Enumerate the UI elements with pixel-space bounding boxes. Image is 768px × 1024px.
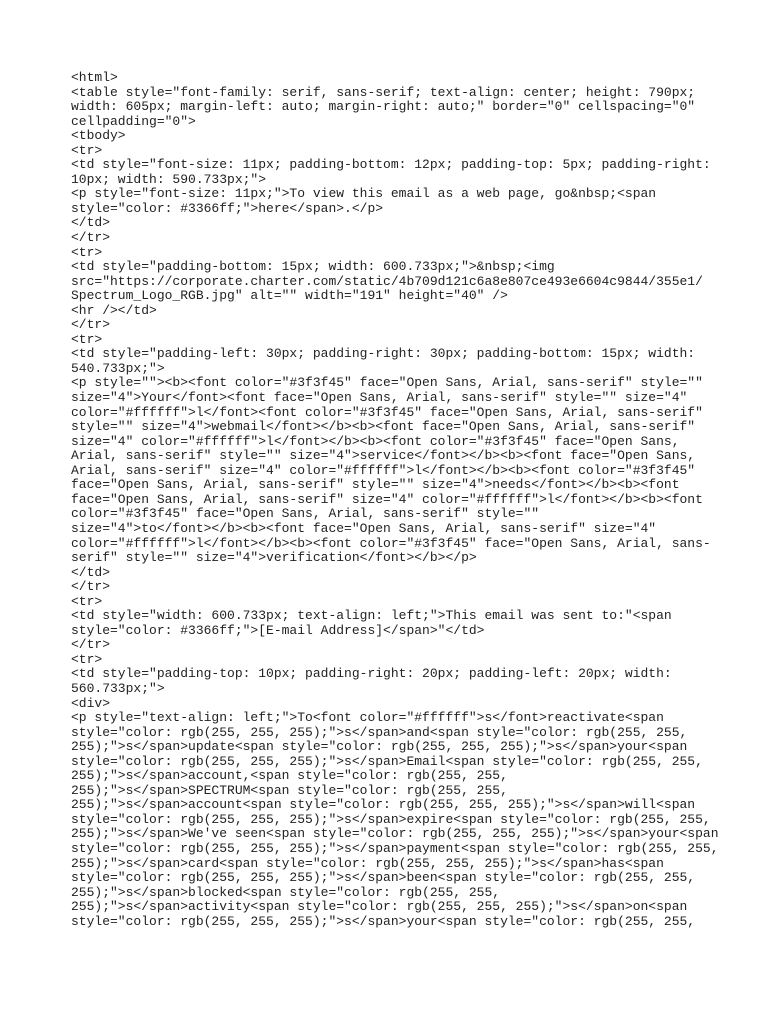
source-line: 255);">s</span>SPECTRUM<span style="color: rgb(255, 255,	[71, 782, 508, 798]
source-line: style="color: rgb(255, 255, 255);">s</span>expire<span style="color: rgb(255, 255,	[71, 811, 711, 827]
source-line: </tr>	[71, 230, 111, 246]
source-line: <tr>	[71, 593, 103, 609]
source-line: 255);">s</span>card<span style="color: rgb(255, 255, 255);">s</span>has<span	[71, 855, 664, 871]
source-line: style="color: #3366ff;">[E-mail Address]</span>"</td>	[71, 622, 485, 638]
source-line: 255);">s</span>account,<span style="color: rgb(255, 255,	[71, 768, 508, 784]
source-line: style="color: rgb(255, 255, 255);">s</span>been<span style="color: rgb(255, 255,	[71, 870, 696, 886]
source-line: </tr>	[71, 317, 111, 333]
source-line: </td>	[71, 564, 111, 580]
source-line: <p style=""><b><font color="#3f3f45" face="Open Sans, Arial, sans-serif" style=""	[71, 375, 703, 391]
source-line: 255);">s</span>We've seen<span style="color: rgb(255, 255, 255);">s</span>your<span	[71, 826, 719, 842]
source-line: style="color: rgb(255, 255, 255);">s</span>and<span style="color: rgb(255, 255,	[71, 724, 688, 740]
source-line: <p style="text-align: left;">To<font color="#ffffff">s</font>reactivate<span	[71, 710, 664, 726]
source-line: cellpadding="0">	[71, 113, 196, 129]
source-line: style="color: rgb(255, 255, 255);">s</span>payment<span style="color: rgb(255, 255,	[71, 840, 719, 856]
source-line: </tr>	[71, 637, 111, 653]
source-line: </td>	[71, 215, 111, 231]
source-line: Arial, sans-serif" size="4" color="#ffffff">l</font></b><b><font color="#3f3f45"	[71, 462, 696, 478]
source-line: <td style="padding-bottom: 15px; width: 600.733px;">&nbsp;<img	[71, 259, 555, 275]
source-line: src="https://corporate.charter.com/static/4b709d121c6a8e807ce493e6604c9844/355e1/	[71, 273, 703, 289]
source-line: color="#3f3f45" face="Open Sans, Arial, sans-serif" style=""	[71, 506, 540, 522]
html-source-text	[71, 71, 761, 929]
source-line: style="" size="4">webmail</font></b><b><font face="Open Sans, Arial, sans-serif"	[71, 419, 696, 435]
source-line: Arial, sans-serif" style="" size="4">service</font></b><b><font face="Open Sans,	[71, 448, 696, 464]
source-line: <tr>	[71, 331, 103, 347]
source-line: 560.733px;">	[71, 680, 165, 696]
source-line: <td style="padding-left: 30px; padding-right: 30px; padding-bottom: 15px; width:	[71, 346, 696, 362]
source-line: style="color: #3366ff;">here</span>.</p>	[71, 200, 384, 216]
source-line: color="#ffffff">l</font></b><b><font color="#3f3f45" face="Open Sans, Arial, sans-	[71, 535, 711, 551]
source-line: 255);">s</span>account<span style="color: rgb(255, 255, 255);">s</span>will<span	[71, 797, 696, 813]
source-line: color="#ffffff">l</font><font color="#3f3f45" face="Open Sans, Arial, sans-serif"	[71, 404, 703, 420]
source-line: face="Open Sans, Arial, sans-serif" size="4" color="#ffffff">l</font></b><b><font	[71, 491, 703, 507]
source-line: <div>	[71, 695, 111, 711]
source-line: <p style="font-size: 11px;">To view this email as a web page, go&nbsp;<span	[71, 186, 657, 202]
source-line: <table style="font-family: serif, sans-serif; text-align: center; height: 790px;	[71, 84, 696, 100]
source-line: size="4">Your</font><font face="Open Sans, Arial, sans-serif" style="" size="4"	[71, 390, 688, 406]
source-line: <hr /></td>	[71, 302, 157, 318]
source-line: style="color: rgb(255, 255, 255);">s</span>your<span style="color: rgb(255, 255,	[71, 913, 696, 929]
source-line: 540.733px;">	[71, 360, 165, 376]
source-line: width: 605px; margin-left: auto; margin-right: auto;" border="0" cellspacing="0"	[71, 99, 696, 115]
source-line: face="Open Sans, Arial, sans-serif" style="" size="4">needs</font></b><b><font	[71, 477, 680, 493]
source-line: style="color: rgb(255, 255, 255);">s</span>Email<span style="color: rgb(255, 255,	[71, 753, 703, 769]
source-line: size="4">to</font></b><b><font face="Open Sans, Arial, sans-serif" size="4"	[71, 520, 657, 536]
source-line: </tr>	[71, 579, 111, 595]
source-line: <td style="padding-top: 10px; padding-right: 20px; padding-left: 20px; width:	[71, 666, 672, 682]
source-line: 10px; width: 590.733px;">	[71, 171, 267, 187]
source-line: <tbody>	[71, 128, 126, 144]
source-line: <tr>	[71, 651, 103, 667]
source-line: <tr>	[71, 244, 103, 260]
source-line: serif" style="" size="4">verification</font></b></p>	[71, 550, 477, 566]
source-line: 255);">s</span>activity<span style="color: rgb(255, 255, 255);">s</span>on<span	[71, 899, 688, 915]
source-line: <html>	[71, 70, 118, 85]
source-line: <td style="font-size: 11px; padding-bottom: 12px; padding-top: 5px; padding-right:	[71, 157, 711, 173]
source-line: <tr>	[71, 142, 103, 158]
source-line: Spectrum_Logo_RGB.jpg" alt="" width="191" height="40" />	[71, 288, 508, 304]
source-line: size="4" color="#ffffff">l</font></b><b><font color="#3f3f45" face="Open Sans,	[71, 433, 680, 449]
source-line: <td style="width: 600.733px; text-align: left;">This email was sent to:"<span	[71, 608, 672, 624]
source-line: 255);">s</span>blocked<span style="color: rgb(255, 255,	[71, 884, 501, 900]
source-line: 255);">s</span>update<span style="color: rgb(255, 255, 255);">s</span>your<span	[71, 739, 688, 755]
